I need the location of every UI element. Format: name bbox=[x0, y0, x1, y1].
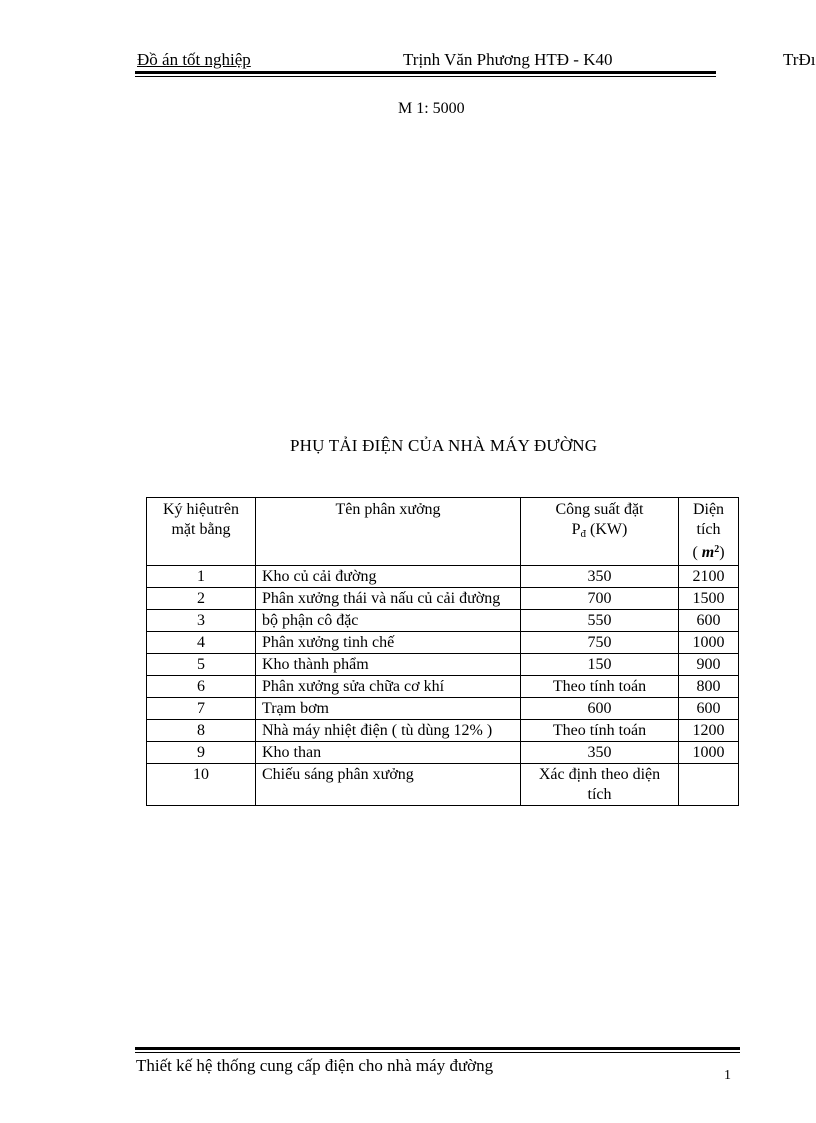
header-symbol: Ký hiệutrên mặt bằng bbox=[147, 498, 256, 566]
cell-power: 750 bbox=[521, 632, 679, 654]
cell-area: 600 bbox=[679, 610, 739, 632]
cell-power: 150 bbox=[521, 654, 679, 676]
table-row bbox=[147, 610, 739, 632]
cell-symbol: 1 bbox=[147, 566, 256, 588]
cell-area: 1200 bbox=[679, 720, 739, 742]
header-area-close: ) bbox=[719, 544, 725, 561]
cell-power: Theo tính toán bbox=[521, 676, 679, 698]
cell-symbol: 4 bbox=[147, 632, 256, 654]
cell-name: Chiếu sáng phân xưởng bbox=[256, 764, 521, 806]
header-area-label: Diện tích bbox=[692, 501, 725, 538]
cell-name: bộ phận cô đặc bbox=[256, 610, 521, 632]
cell-area: 600 bbox=[679, 698, 739, 720]
header-rule-thin bbox=[135, 76, 716, 77]
cell-name: Trạm bơm bbox=[256, 698, 521, 720]
table-row bbox=[147, 654, 739, 676]
cell-symbol: 3 bbox=[147, 610, 256, 632]
cell-symbol: 9 bbox=[147, 742, 256, 764]
table-row bbox=[147, 698, 739, 720]
table-row bbox=[147, 588, 739, 610]
header-power-symbol: P bbox=[571, 521, 581, 538]
cell-symbol: 2 bbox=[147, 588, 256, 610]
cell-area: 2100 bbox=[679, 566, 739, 588]
load-table bbox=[146, 497, 739, 806]
cell-symbol: 7 bbox=[147, 698, 256, 720]
header-area bbox=[679, 498, 739, 566]
header-area-open: ( bbox=[692, 544, 702, 561]
footer-rule-thin bbox=[135, 1052, 740, 1053]
header-power-subscript: đ bbox=[580, 528, 587, 540]
header-author: Trịnh Văn Phương HTĐ - K40 bbox=[403, 50, 613, 69]
cell-area bbox=[679, 764, 739, 806]
table-row bbox=[147, 676, 739, 698]
cell-area: 1000 bbox=[679, 742, 739, 764]
cell-name: Kho than bbox=[256, 742, 521, 764]
table-row bbox=[147, 632, 739, 654]
header-area-unit: m bbox=[701, 544, 715, 561]
cell-symbol: 6 bbox=[147, 676, 256, 698]
cell-power: 550 bbox=[521, 610, 679, 632]
table-title: PHỤ TẢI ĐIỆN CỦA NHÀ MÁY ĐƯỜNG bbox=[290, 436, 598, 455]
page-number: 1 bbox=[724, 1068, 731, 1083]
header-rule-thick bbox=[135, 71, 716, 74]
cell-name: Kho thành phẩm bbox=[256, 654, 521, 676]
scale-label: M 1: 5000 bbox=[398, 100, 465, 117]
cell-name: Kho củ cải đường bbox=[256, 566, 521, 588]
cell-area: 1000 bbox=[679, 632, 739, 654]
cell-area: 1500 bbox=[679, 588, 739, 610]
cell-name: Nhà máy nhiệt điện ( tù dùng 12% ) bbox=[256, 720, 521, 742]
footer-rule-thick bbox=[135, 1047, 740, 1050]
cell-power: 350 bbox=[521, 742, 679, 764]
cell-name: Phân xưởng tinh chế bbox=[256, 632, 521, 654]
cell-power: Theo tính toán bbox=[521, 720, 679, 742]
table-header-row bbox=[147, 498, 739, 566]
header-power-unit: (KW) bbox=[586, 521, 628, 538]
header-right-clipped: TrĐı bbox=[783, 50, 816, 69]
cell-area: 900 bbox=[679, 654, 739, 676]
cell-power: 350 bbox=[521, 566, 679, 588]
header-document-type: Đồ án tốt nghiệp bbox=[137, 50, 251, 69]
table-row bbox=[147, 566, 739, 588]
table-row bbox=[147, 742, 739, 764]
cell-area: 800 bbox=[679, 676, 739, 698]
cell-symbol: 8 bbox=[147, 720, 256, 742]
header-workshop-name: Tên phân xưởng bbox=[256, 498, 521, 566]
cell-symbol: 5 bbox=[147, 654, 256, 676]
table-row bbox=[147, 764, 739, 806]
footer-project-title: Thiết kế hệ thống cung cấp điện cho nhà máy đường bbox=[136, 1056, 494, 1075]
header-power-label: Công suất đặt bbox=[555, 501, 644, 518]
cell-symbol: 10 bbox=[147, 764, 256, 806]
header-installed-power bbox=[521, 498, 679, 566]
table-row bbox=[147, 720, 739, 742]
cell-name: Phân xưởng sửa chữa cơ khí bbox=[256, 676, 521, 698]
cell-power: 700 bbox=[521, 588, 679, 610]
header-area-sup: 2 bbox=[714, 544, 720, 555]
cell-power: 600 bbox=[521, 698, 679, 720]
cell-power: Xác định theo diện tích bbox=[521, 764, 679, 806]
cell-name: Phân xưởng thái và nấu củ cải đường bbox=[256, 588, 521, 610]
